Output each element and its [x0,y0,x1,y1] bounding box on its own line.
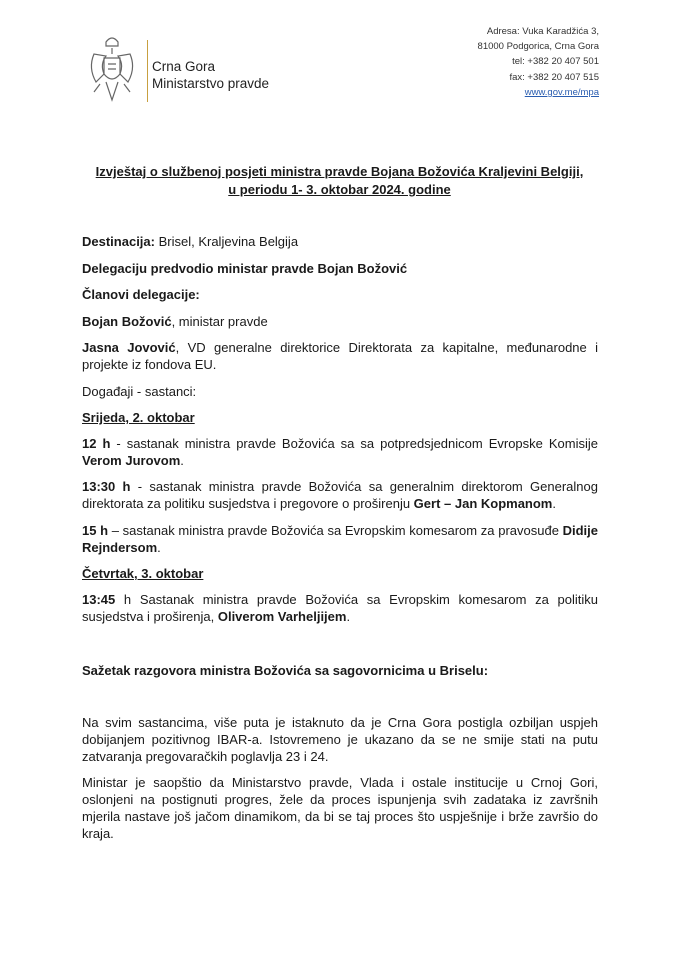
fax: fax: +382 20 407 515 [509,71,599,83]
meeting-time: 13:45 [82,592,116,607]
website-link[interactable]: www.gov.me/mpa [524,86,599,98]
address-city: 81000 Podgorica, Crna Gora [477,41,599,53]
meeting-time: 13:30 h [82,479,131,494]
org-ministry: Ministarstvo pravde [152,76,270,91]
punct: . [346,609,351,624]
day-label: Srijeda, 2. oktobar [82,410,195,425]
meeting-item [82,435,598,469]
events-heading: Događaji - sastanci: [82,384,197,399]
member-name: Jasna Jovović [82,340,176,355]
meeting-time: 15 h [82,523,109,538]
organization-name [152,58,269,92]
summary-paragraph: Ministar je saopštio da Ministarstvo pravde, Vlada i ostale institucije u Crnoj Gori, oslonjeni na postignuti progres, žele da proces ispunjenja svih zadataka iz završnih mjerila nastave još jačom dinamikom, da bi se taj proces što uspješnije i brže završio do kraja. [82,775,598,841]
title-line-1: Izvještaj o službenoj posjeti ministra pravde Bojana Božovića Kraljevini Belgiji, [95,164,584,179]
phone: tel: +382 20 407 501 [512,56,599,68]
meeting-text: - sastanak ministra pravde Božovića sa sa potpredsjednicom Evropske Komisije [110,436,599,451]
address-line: Adresa: Vuka Karadžića 3, [486,26,599,37]
members-heading [82,286,598,303]
delegation-lead-text: Delegaciju predvodio ministar pravde Bojan Božović [82,261,408,276]
punct: . [180,453,184,468]
meeting-text: h Sastanak ministra pravde Božovića sa Evropskim komesarom za politiku susjedstva i proširenja, [82,592,598,624]
members-heading-text: Članovi delegacije: [82,287,200,302]
destination-label: Destinacija: [82,234,155,249]
contact-address [478,24,599,100]
meeting-text: – sastanak ministra pravde Božovića sa Evropskim komesarom za pravosuđe [108,523,563,538]
summary-heading [82,662,598,679]
destination-value: Brisel, Kraljevina Belgija [154,234,299,249]
member-role: , ministar pravde [171,314,268,329]
destination [82,233,598,250]
summary-heading-text: Sažetak razgovora ministra Božovića sa sagovornicima u Briselu: [82,663,489,678]
meeting-person: Gert – Jan Kopmanom [413,496,553,511]
meeting-person: Oliverom Varheljijem [217,609,347,624]
meeting-time: 12 h [82,436,111,451]
day-heading [82,409,598,426]
member-name: Bojan Božović [82,314,172,329]
meeting-item [82,522,598,556]
meeting-text: - sastanak ministra pravde Božovića sa generalnim direktorom Generalnog direktorata za politiku susjedstva i pregovore o proširenju [82,479,598,511]
title-line-2: u periodu 1- 3. oktobar 2024. godine [228,182,451,197]
meeting-item [82,591,598,625]
coat-of-arms-logo [86,34,138,106]
summary-paragraph: Na svim sastancima, više puta je istaknuto da je Crna Gora postigla ozbiljan uspjeh dobijanjem pozitivnog IBAR-a. Istovremeno je ukazano da se ne smije stati na putu zatvaranja pregovaračkih poglavlja 23 i 24. [82,715,598,764]
member-item [82,339,598,373]
org-country: Crna Gora [152,59,216,74]
punct: . [552,496,556,511]
meeting-person: Verom Jurovom [82,453,181,468]
meeting-item [82,478,598,512]
header-divider [147,40,148,102]
day-heading [82,565,598,582]
meeting-person: Didije Rejndersom [82,523,599,555]
member-role: , VD generalne direktorice Direktorata za kapitalne, međunarodne i projekte iz fondova EU. [82,340,599,372]
delegation-lead [82,260,598,277]
member-item [82,313,598,330]
document-title [60,163,619,199]
day-label: Četvrtak, 3. oktobar [82,566,204,581]
punct: . [157,540,161,555]
